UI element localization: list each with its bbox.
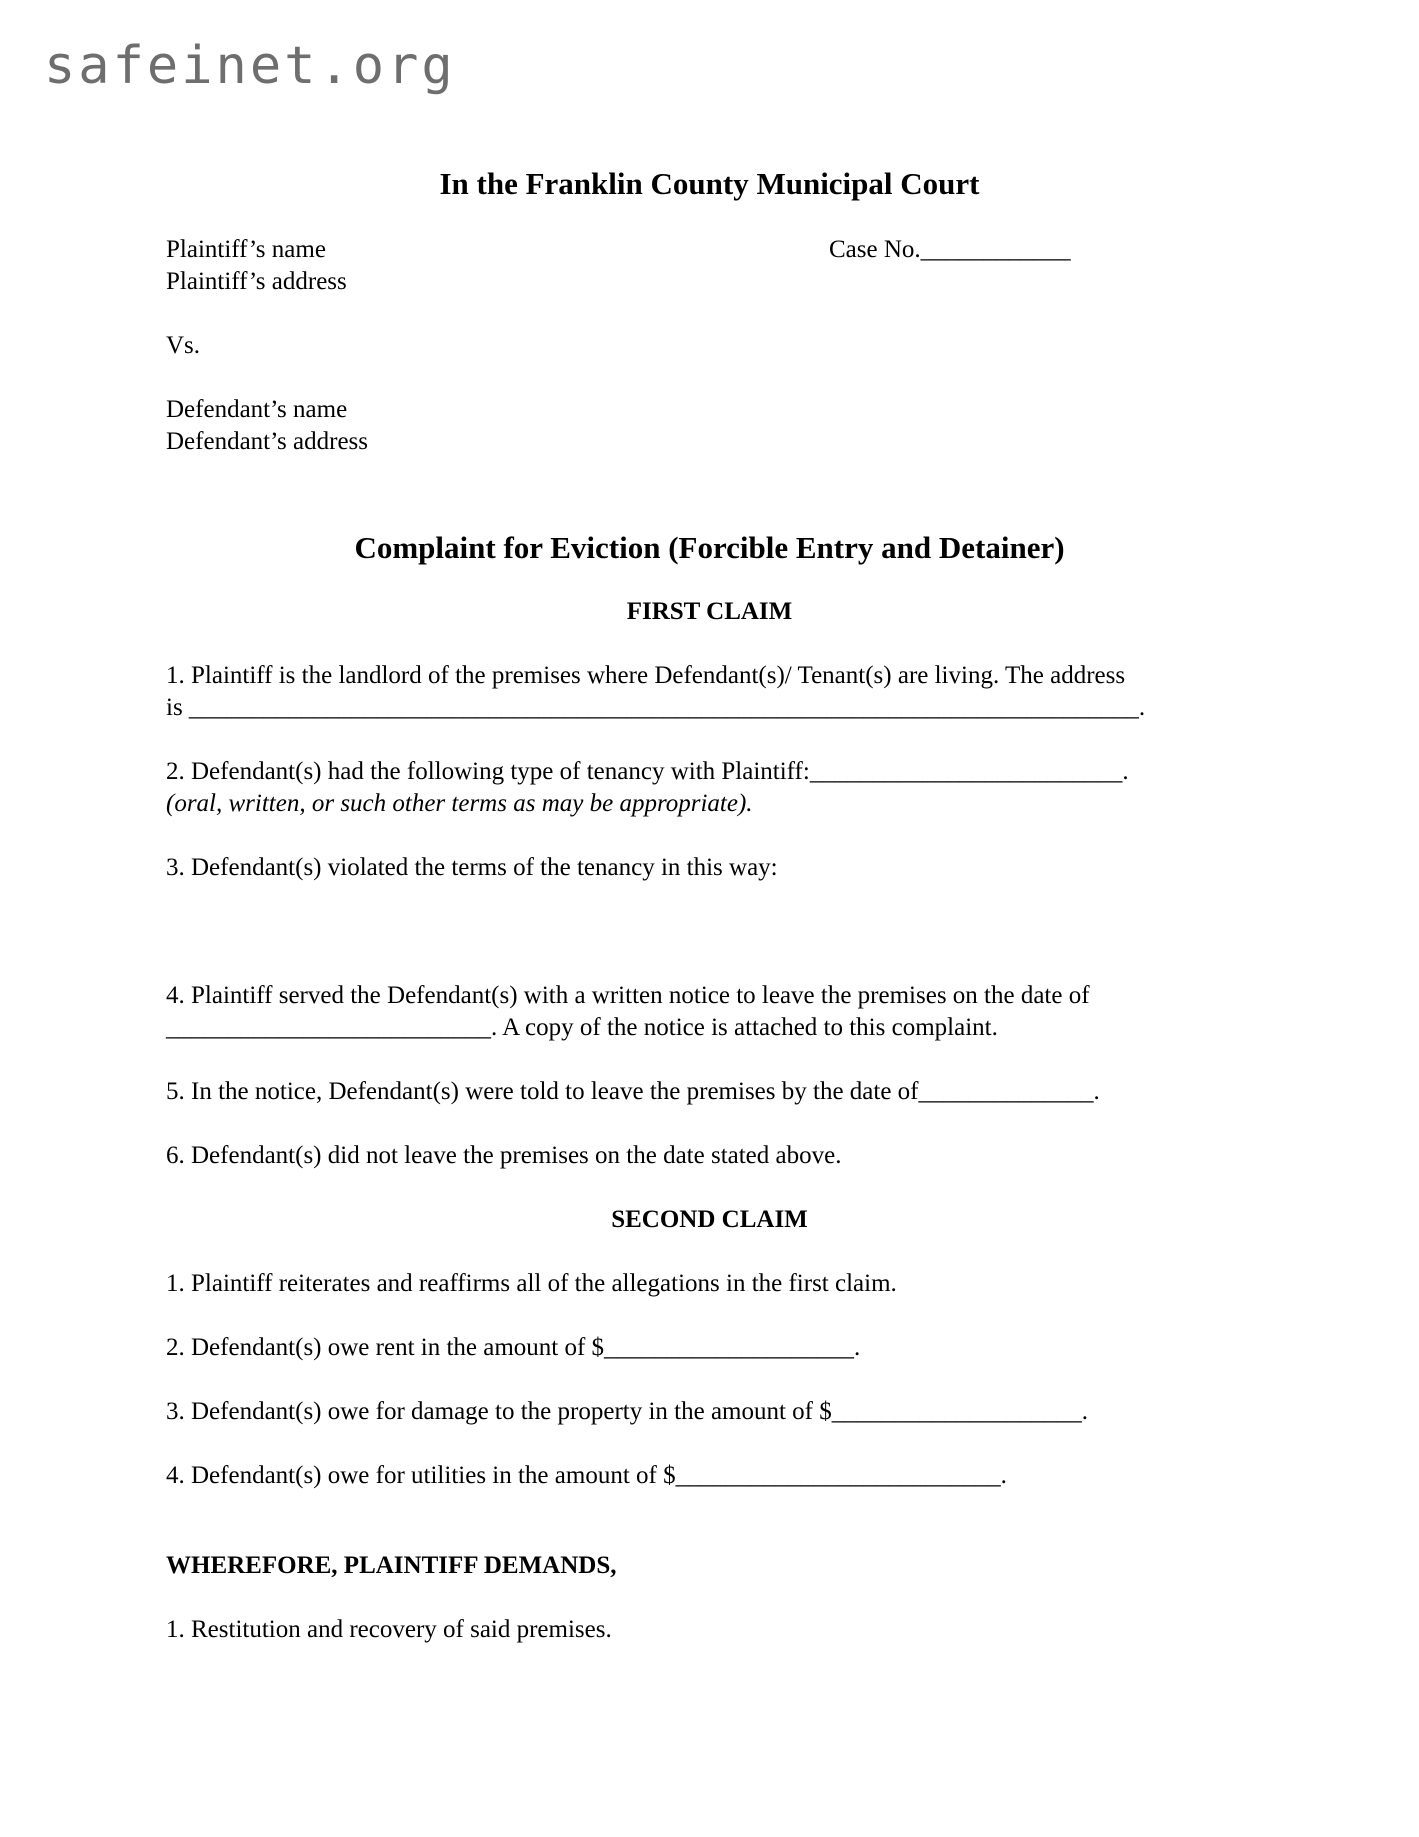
first-claim-heading: FIRST CLAIM [626,598,793,625]
first-claim-item-1-line-2: is ____________________________________________________________________________. [166,694,1146,721]
defendant-address: Defendant’s address [166,428,369,455]
case-number: Case No.____________ [829,236,1071,263]
first-claim-item-4-line-1: 4. Plaintiff served the Defendant(s) with a written notice to leave the premises on the date of [166,982,1090,1009]
second-claim-heading: SECOND CLAIM [611,1206,808,1233]
second-claim-item-4: 4. Defendant(s) owe for utilities in the amount of $__________________________. [166,1462,1007,1489]
second-claim-item-3: 3. Defendant(s) owe for damage to the property in the amount of $____________________. [166,1398,1089,1425]
court-title: In the Franklin County Municipal Court [439,166,980,201]
second-claim-item-2: 2. Defendant(s) owe rent in the amount of $____________________. [166,1334,861,1361]
first-claim-item-6: 6. Defendant(s) did not leave the premises on the date stated above. [166,1142,842,1169]
plaintiff-address: Plaintiff’s address [166,268,347,295]
second-claim-item-1: 1. Plaintiff reiterates and reaffirms all of the allegations in the first claim. [166,1270,897,1297]
wherefore-item-1: 1. Restitution and recovery of said premises. [166,1616,612,1643]
watermark: safeinet.org [44,36,456,96]
first-claim-item-2-line-1: 2. Defendant(s) had the following type of tenancy with Plaintiff:_________________________. [166,758,1129,785]
first-claim-item-5: 5. In the notice, Defendant(s) were told to leave the premises by the date of______________. [166,1078,1100,1105]
defendant-name: Defendant’s name [166,396,348,423]
document-title: Complaint for Eviction (Forcible Entry and Detainer) [354,530,1065,565]
plaintiff-name: Plaintiff’s name [166,236,326,263]
wherefore-heading: WHEREFORE, PLAINTIFF DEMANDS, [166,1552,617,1579]
first-claim-item-2-line-2: (oral, written, or such other terms as may be appropriate). [166,790,753,817]
first-claim-item-1-line-1: 1. Plaintiff is the landlord of the premises where Defendant(s)/ Tenant(s) are living. The address [166,662,1126,689]
first-claim-item-3: 3. Defendant(s) violated the terms of the tenancy in this way: [166,854,778,881]
first-claim-item-4-line-2: __________________________. A copy of the notice is attached to this complaint. [166,1014,998,1041]
versus: Vs. [166,332,201,359]
